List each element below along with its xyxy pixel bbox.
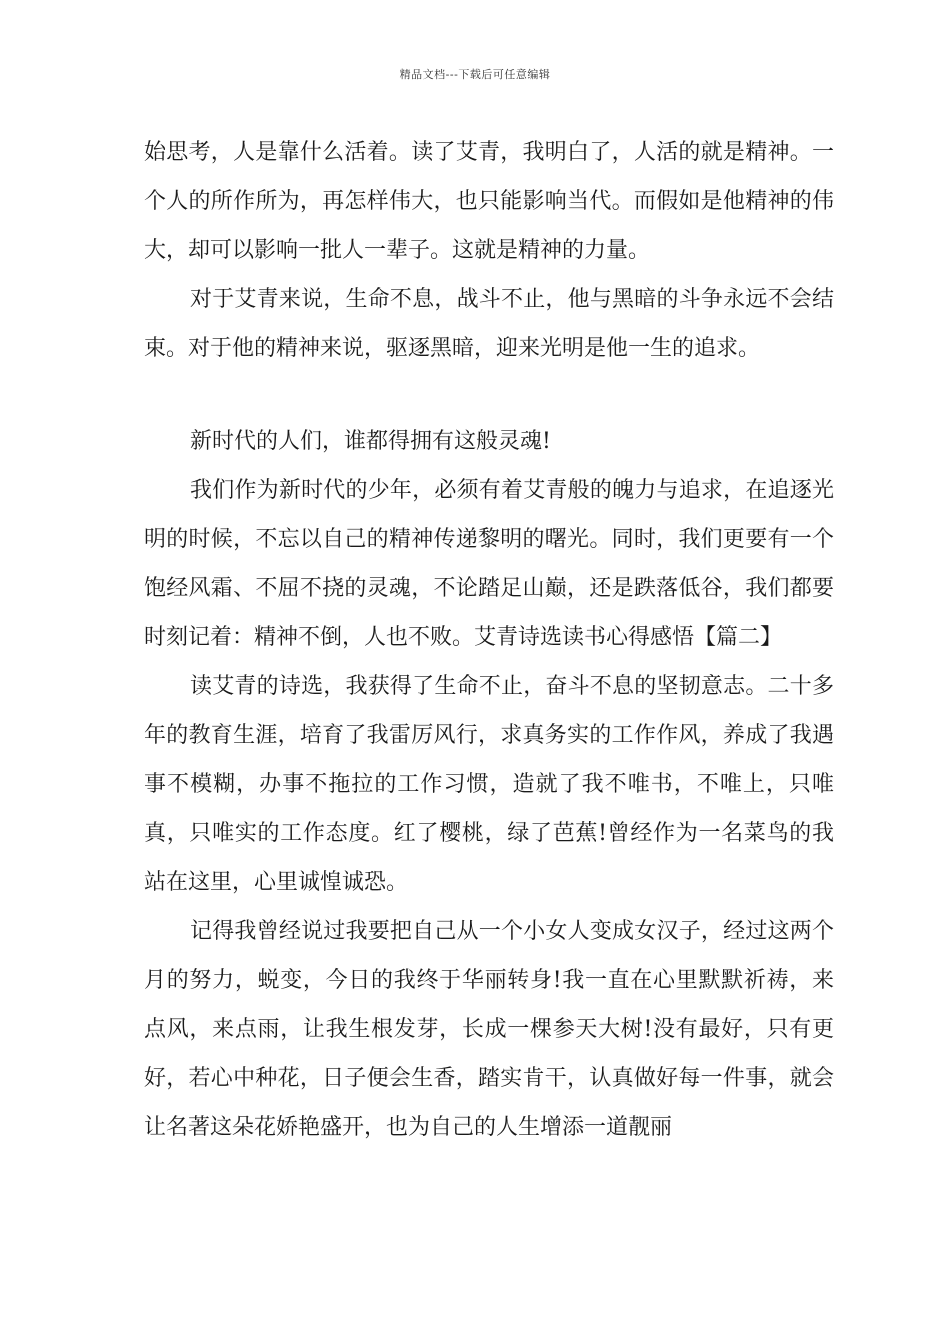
- paragraph-gap: [144, 373, 834, 417]
- paragraph: 新时代的人们，谁都得拥有这般灵魂!: [190, 429, 551, 454]
- page-header: 精品文档---下载后可任意编辑: [399, 68, 551, 81]
- paragraph: 读艾青的诗选，我获得了生命不止，奋斗不息的坚韧意志。二十多年的教育生涯，培育了我雷厉风行，求真务实的工作作风，养成了我遇事不模糊，办事不拖拉的工作习惯，造就了我不唯书，不唯上，只唯真，只唯实的工作态度。红了樱桃，绿了芭蕉!曾经作为一名菜鸟的我站在这里，心里诚惶诚恐。: [144, 674, 834, 895]
- paragraph: 对于艾青来说，生命不息，战斗不止，他与黑暗的斗争永远不会结束。对于他的精神来说，驱逐黑暗，迎来光明是他一生的追求。: [144, 287, 834, 361]
- paragraph: 我们作为新时代的少年，必须有着艾青般的魄力与追求，在追逐光明的时候，不忘以自己的精神传递黎明的曙光。同时，我们更要有一个饱经风霜、不屈不挠的灵魂，不论踏足山巅，还是跌落低谷，我们都要时刻记着：精神不倒，人也不败。艾青诗选读书心得感悟【篇二】: [144, 478, 834, 650]
- paragraph: 记得我曾经说过我要把自己从一个小女人变成女汉子，经过这两个月的努力，蜕变，今日的我终于华丽转身!我一直在心里默默祈祷，来点风，来点雨，让我生根发芽，长成一棵参天大树!没有最好，只有更好，若心中种花，日子便会生香，踏实肯干，认真做好每一件事，就会让名著这朵花娇艳盛开，也为自己的人生增添一道靓丽: [144, 919, 834, 1140]
- paragraph-continuation: 始思考，人是靠什么活着。读了艾青，我明白了，人活的就是精神。一个人的所作所为，再怎样伟大，也只能影响当代。而假如是他精神的伟大，却可以影响一批人一辈子。这就是精神的力量。: [144, 140, 834, 263]
- document-body: [144, 128, 834, 1152]
